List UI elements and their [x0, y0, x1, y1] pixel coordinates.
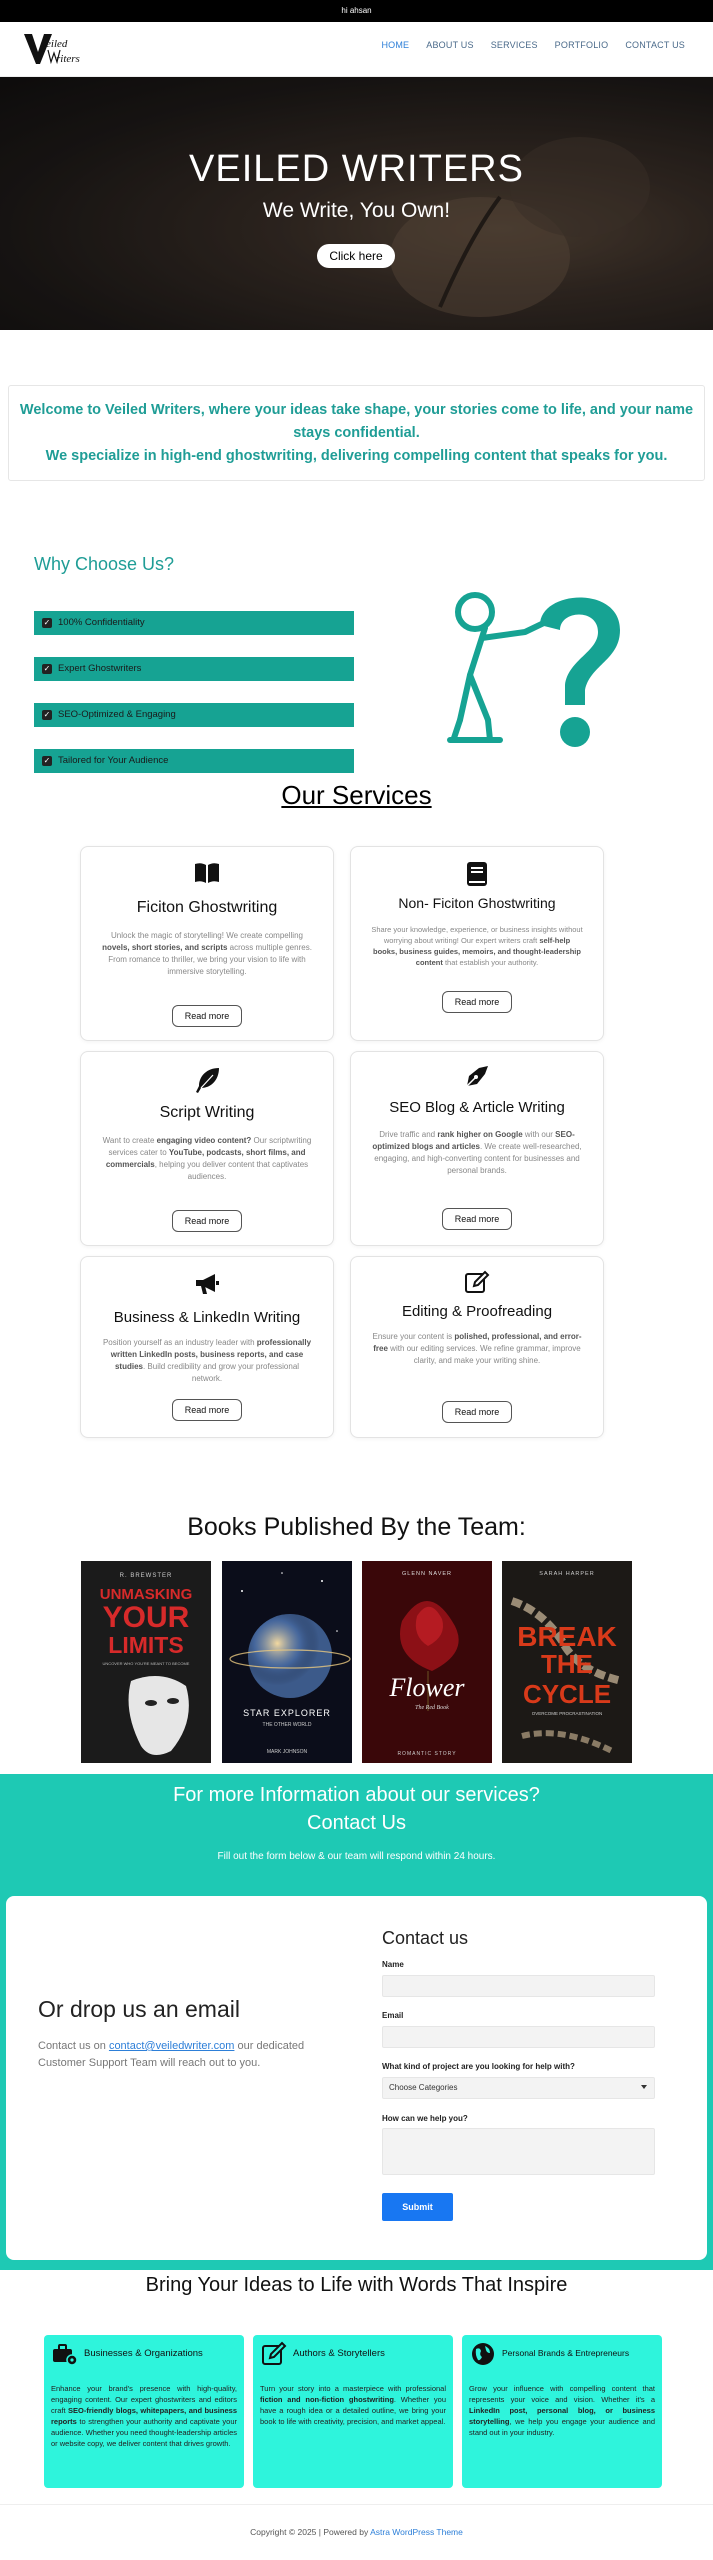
service-card [80, 846, 334, 1041]
hero-title: VEILED WRITERS [189, 148, 524, 190]
form-title: Contact us [382, 1928, 469, 1948]
feature-item: ✓ SEO-Optimized & Engaging [34, 703, 354, 727]
site-footer [0, 2504, 713, 2560]
welcome-box [8, 385, 705, 481]
book-footer: MARK JOHNSON [266, 1749, 308, 1755]
audience-title: Businesses & Organizations [84, 2348, 203, 2359]
check-icon: ✓ [43, 710, 51, 719]
service-card [80, 1256, 334, 1438]
welcome-line-2: We specialize in high-end ghostwriting, delivering compelling content that speaks for you. [45, 448, 668, 464]
book-cover[interactable] [502, 1561, 632, 1763]
pen-nib-icon [351, 1064, 603, 1096]
service-title: Business & LinkedIn Writing [113, 1309, 301, 1326]
feature-item: ✓ 100% Confidentiality [34, 611, 354, 635]
edit-icon [351, 1269, 603, 1301]
book-cover[interactable] [222, 1561, 352, 1763]
book-subtitle: THE OTHER WORLD [262, 1722, 312, 1728]
svg-text:YOUR: YOUR [102, 1601, 190, 1634]
project-label: What kind of project are you looking for help with? [382, 2062, 575, 2071]
submit-button[interactable]: Submit [382, 2193, 453, 2221]
top-bar [0, 0, 713, 22]
bring-ideas-title: Bring Your Ideas to Life with Words That Inspire [145, 2274, 568, 2296]
feature-item: ✓ Expert Ghostwriters [34, 657, 354, 681]
email-link[interactable]: contact@veiledwriter.com [108, 2040, 235, 2052]
hero-cta-button[interactable]: Click here [317, 244, 395, 268]
book-cover[interactable] [81, 1561, 211, 1763]
read-more-button[interactable]: Read more [172, 1399, 242, 1421]
svg-text:UNMASKING: UNMASKING [99, 1586, 193, 1603]
audience-card [44, 2335, 244, 2488]
email-field[interactable] [382, 2026, 655, 2048]
svg-text:THE: THE [541, 1649, 593, 1679]
info-subtext: Fill out the form below & our team will respond within 24 hours. [217, 1851, 496, 1862]
service-card [350, 846, 604, 1041]
svg-text:CYCLE: CYCLE [522, 1679, 612, 1709]
service-title: Non- Ficiton Ghostwriting [398, 895, 556, 911]
service-description: Ensure your content is polished, professional, and error-free with our editing services. We refine grammar, improve clarity, and make your writing shine. [372, 1332, 582, 1365]
service-description: Want to create engaging video content? Our scriptwriting services cater to YouTube, podcasts, short films, and commercials, helping you deliver content that captivates audiences. [102, 1136, 312, 1181]
audience-text: Grow your influence with compelling content that represents your voice and vision. Whether it's a LinkedIn post, personal blog, or business storytelling, we help you engage your audience and stand out in your industry. [469, 2384, 655, 2437]
read-more-button[interactable]: Read more [442, 991, 512, 1013]
feather-icon [81, 1066, 333, 1100]
name-field[interactable] [382, 1975, 655, 1997]
book-title: STAR EXPLORER [243, 1708, 331, 1718]
check-icon: ✓ [43, 756, 51, 765]
books-title: Books Published By the Team: [187, 1513, 526, 1541]
email-label: Email [382, 2011, 404, 2020]
service-card [80, 1051, 334, 1246]
nav-contact[interactable]: CONTACT US [625, 40, 685, 50]
why-choose-title: Why Choose Us? [34, 554, 175, 574]
service-title: Editing & Proofreading [401, 1303, 553, 1320]
service-title: Script Writing [159, 1104, 255, 1121]
service-card [350, 1256, 604, 1438]
book-footer: ROMANTIC STORY [397, 1751, 457, 1757]
book-author: SARAH HARPER [539, 1571, 595, 1577]
read-more-button[interactable]: Read more [442, 1401, 512, 1423]
service-title: SEO Blog & Article Writing [389, 1099, 565, 1116]
name-label: Name [382, 1960, 404, 1969]
nav-portfolio[interactable]: PORTFOLIO [554, 40, 609, 50]
svg-text:BREAK: BREAK [517, 1621, 617, 1652]
info-contact-heading: Contact Us [307, 1812, 406, 1834]
read-more-button[interactable]: Read more [172, 1005, 242, 1027]
read-more-button[interactable]: Read more [172, 1210, 242, 1232]
logo-text-1: eiled [46, 38, 68, 50]
pen-square-icon [261, 2341, 287, 2367]
service-card [350, 1051, 604, 1246]
check-icon: ✓ [43, 618, 51, 627]
book-author: R. BREWSTER [119, 1573, 173, 1579]
audience-card [462, 2335, 662, 2488]
nav-services[interactable]: SERVICES [490, 40, 538, 50]
book-open-icon [81, 861, 333, 891]
book-cover[interactable] [362, 1561, 492, 1763]
welcome-line-1: Welcome to Veiled Writers, where your ideas take shape, your stories come to life, and your name stays confidential. [19, 402, 694, 441]
audience-text: Enhance your brand's presence with high-quality, engaging content. Our expert ghostwriters and editors craft SEO-friendly blogs, whitepapers, and business reports to strengthen your authority and captivate your audience. Whether you need thought-leadership articles or website copy, we deliver content that drives growth. [51, 2384, 237, 2448]
book-subtitle: The Red Book [415, 1705, 449, 1711]
message-textarea[interactable] [382, 2128, 655, 2175]
project-select[interactable]: Choose Categories [382, 2077, 655, 2099]
footer-text: Copyright © 2025 | Powered by [250, 2527, 371, 2537]
chevron-down-icon [641, 2085, 647, 2089]
email-heading: Or drop us an email [38, 1996, 240, 2022]
megaphone-icon [81, 1271, 333, 1303]
book-icon [351, 861, 603, 893]
help-label: How can we help you? [382, 2114, 468, 2123]
check-icon: ✓ [43, 664, 51, 673]
audience-title: Personal Brands & Entrepreneurs [502, 2348, 630, 2358]
nav-home[interactable]: HOME [381, 40, 410, 50]
hero-subtitle: We Write, You Own! [262, 199, 451, 222]
book-author: GLENN NAVER [401, 1571, 453, 1577]
audience-text: Turn your story into a masterpiece with professional fiction and non-fiction ghostwriting. Whether you have a rough idea or a detailed outline, we bring your book to life with creativity, precision, and market appeal. [260, 2384, 446, 2426]
info-heading: For more Information about our services? [173, 1784, 540, 1806]
greeting-text: hi ahsan [341, 6, 372, 15]
logo-text-2: riters [56, 53, 80, 65]
main-nav [381, 40, 685, 50]
nav-about[interactable]: ABOUT US [426, 40, 474, 50]
globe-icon [470, 2341, 496, 2367]
service-description: Unlock the magic of storytelling! We create compelling novels, short stories, and scripts across multiple genres. From romance to thriller, we bring your vision to life with immersive storytelling. [102, 931, 312, 976]
book-title: Flower [389, 1673, 465, 1702]
service-title: Ficiton Ghostwriting [136, 899, 278, 916]
services-title: Our Services [281, 780, 432, 810]
footer-theme-link[interactable]: Astra WordPress Theme [370, 2527, 463, 2537]
book-subtitle: OVERCOME PROCRASTINATION [531, 1711, 603, 1716]
feature-item: ✓ Tailored for Your Audience [34, 749, 354, 773]
briefcase-gear-icon [52, 2341, 78, 2367]
service-description: Drive traffic and rank higher on Google with our SEO-optimized blogs and articles. We create well-researched, engaging, and high-converting content for businesses and personal brands. [372, 1130, 582, 1175]
svg-text:UNCOVER WHO YOU'RE MEANT TO BE: UNCOVER WHO YOU'RE MEANT TO BECOME [102, 1661, 190, 1666]
service-description: Share your knowledge, experience, or business insights without worrying about writing! Our expert writers craft self-help books, business guides, memoirs, and thought-leadership content that establish your authority. [371, 925, 583, 967]
question-figure-illustration [430, 580, 630, 755]
service-description: Position yourself as an industry leader with professionally written LinkedIn posts, business reports, and case studies. Build credibility and grow your professional network. [102, 1338, 312, 1383]
svg-text:LIMITS: LIMITS [108, 1632, 184, 1658]
email-text: Contact us on contact@veiledwriter.com our dedicated Customer Support Team will reach out to you. [38, 2040, 305, 2069]
site-logo[interactable] [22, 30, 102, 68]
audience-title: Authors & Storytellers [293, 2348, 385, 2359]
audience-card [253, 2335, 453, 2488]
read-more-button[interactable]: Read more [442, 1208, 512, 1230]
